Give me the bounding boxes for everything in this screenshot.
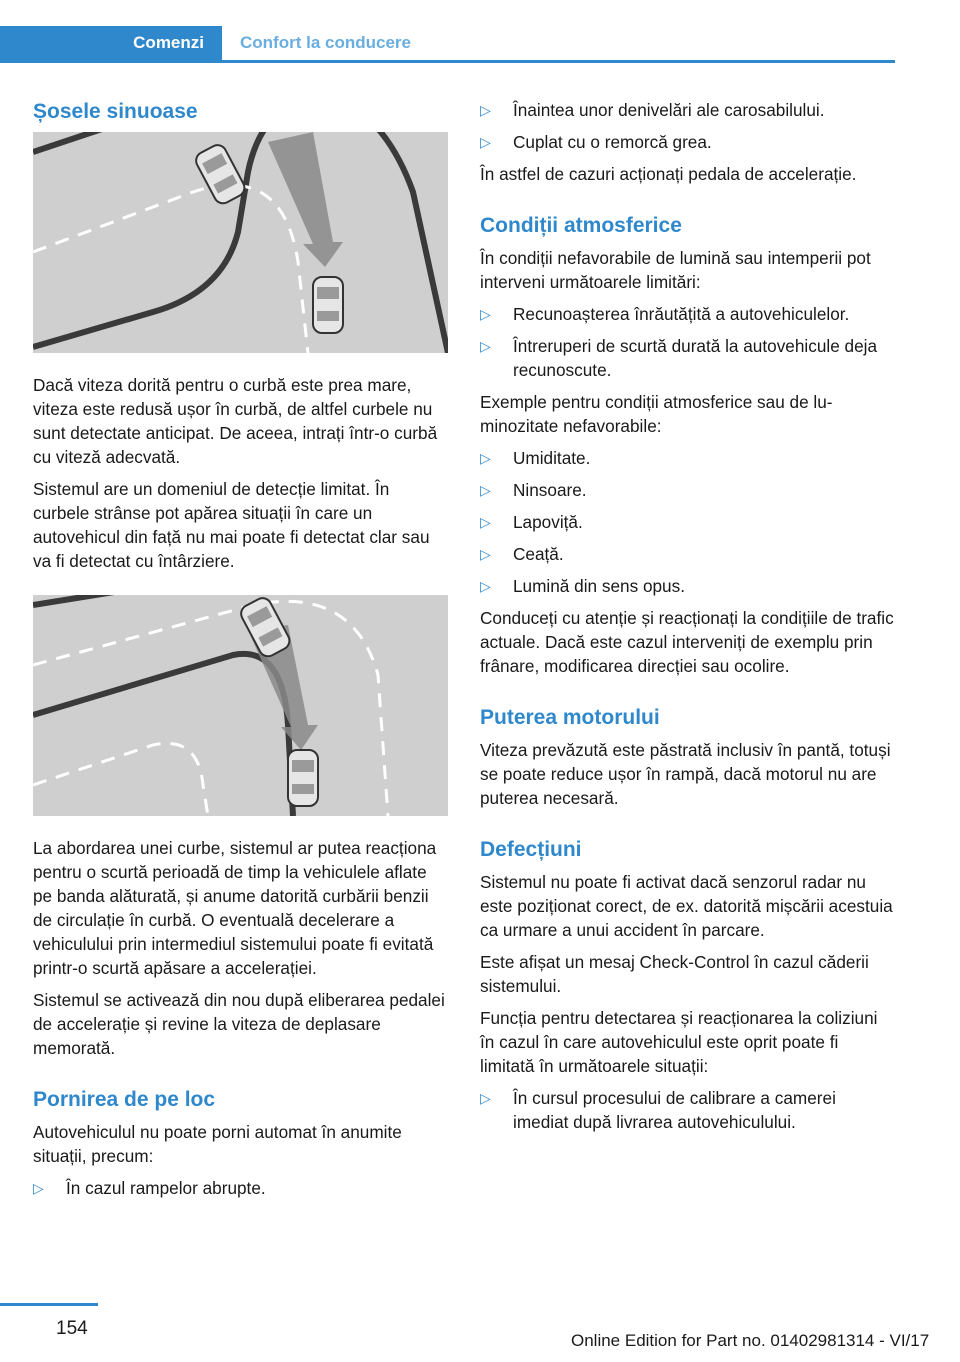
paragraph: Sistemul se activează din nou după eliberarea pedalei de accelerație și revine la viteza de deplasare memorată. [33,990,445,1058]
triangle-bullet-icon: ▷ [480,102,491,118]
curve-road-illustration-2 [33,595,448,816]
paragraph: Viteza prevăzută este păstrată inclusiv în pantă, totuși se poate reduce ușor în rampă, dacă motorul nu are puterea necesară. [480,740,891,808]
car-icon [313,277,343,333]
list-item: ▷ Recunoașterea înrăutățită a autovehiculelor. [480,304,850,324]
list-item: ▷ Înaintea unor denivelări ale carosabilului. [480,100,825,120]
paragraph: Autovehiculul nu poate porni automat în anumite situații, precum: [33,1122,402,1166]
bullet-list [33,1176,448,1200]
left-column [33,98,448,1208]
triangle-bullet-icon: ▷ [480,546,491,562]
paragraph: În astfel de cazuri acționați pedala de accelerație. [480,164,857,184]
list-item: ▷ Ninsoare. [480,480,587,500]
triangle-bullet-icon: ▷ [480,450,491,466]
triangle-bullet-icon: ▷ [480,1090,491,1106]
triangle-bullet-icon: ▷ [33,1180,44,1196]
triangle-bullet-icon: ▷ [480,306,491,322]
right-column [480,98,895,1142]
page-header [0,0,895,64]
list-item: ▷ Lumină din sens opus. [480,576,685,596]
triangle-bullet-icon: ▷ [480,514,491,530]
list-item: ▷ Cuplat cu o remorcă grea. [480,132,712,152]
paragraph: Exemple pentru condiții atmosferice sau de luminozitate nefavorabile: [480,392,833,436]
bullet-list [480,446,895,598]
paragraph: Conduceți cu atenție și reacționați la condițiile de trafic actuale. Dacă este cazul interveniți de exemplu prin frânare, modificarea direcției sau ocolire. [480,608,894,676]
triangle-bullet-icon: ▷ [480,578,491,594]
tab-comenzi-label: Comenzi [133,33,204,52]
list-item: ▷ În cursul procesului de calibrare a camerei imediat după livrarea autovehiculului. [480,1088,836,1132]
list-item: ▷ Lapoviță. [480,512,583,532]
triangle-bullet-icon: ▷ [480,338,491,354]
paragraph: Funcția pentru detectarea și reacționarea la coliziuni în cazul în care autovehiculul este oprit poate fi limitată în următoarele situații: [480,1008,878,1076]
paragraph: Dacă viteza dorită pentru o curbă este prea mare, viteza este redusă ușor în curbă, de altfel curbele nu sunt detectate anticipat. De aceea, intrați într-o curbă cu viteză adecvată. [33,375,438,467]
header-divider [0,60,895,63]
footer-divider [0,1303,98,1306]
section-title-sosele-sinuoase: Șosele sinuoase [33,100,198,123]
triangle-bullet-icon: ▷ [480,134,491,150]
tab-confort-la-conducere[interactable] [222,26,411,60]
paragraph: Sistemul are un domeniul de detecție limitat. În curbele strânse pot apărea situații în care un autovehicul din față nu mai poate fi detectat clar sau va fi detectat cu întârziere. [33,479,430,571]
curve-road-illustration-1 [33,132,448,353]
car-icon [288,750,318,806]
list-item: ▷ Întreruperi de scurtă durată la autovehicule deja recunoscute. [480,336,878,380]
paragraph: Sistemul nu poate fi activat dacă senzorul radar nu este poziționat corect, de ex. datorită mișcării acestuia ca urmare a unui accident în parcare. [480,872,893,940]
list-item: ▷ Umiditate. [480,448,591,468]
tab-confort-label: Confort la conducere [240,33,411,52]
triangle-bullet-icon: ▷ [480,482,491,498]
bullet-list [480,302,895,382]
list-item: ▷ Ceață. [480,544,564,564]
bullet-list [480,1086,895,1134]
list-item: ▷ În cazul rampelor abrupte. [33,1178,266,1198]
paragraph: Este afișat un mesaj Check-Control în cazul căderii sistemului. [480,952,869,996]
section-title-puterea-motorului: Puterea motorului [480,706,660,729]
section-title-pornirea-de-pe-loc: Pornirea de pe loc [33,1088,216,1111]
page-number: 154 [56,1318,88,1339]
bullet-list [480,98,895,154]
paragraph: La abordarea unei curbe, sistemul ar putea reacționa pentru o scurtă perioadă de timp la vehiculele aflate pe banda alăturată, și anume datorită curbării benzii de circulație în curbă. O eventuală decelerare a vehiculului prin intermediul sistemului poate fi evitată printr-o scurtă apăsare a accelerației. [33,838,437,978]
tab-comenzi[interactable] [0,26,222,60]
section-title-defectiuni: Defecțiuni [480,838,582,861]
paragraph: În condiții nefavorabile de lumină sau intemperii pot interveni următoarele limitări: [480,248,871,292]
section-title-conditii-atmosferice: Condiții atmosferice [480,214,682,237]
edition-note: Online Edition for Part no. 01402981314 - VI/17 [571,1331,930,1350]
